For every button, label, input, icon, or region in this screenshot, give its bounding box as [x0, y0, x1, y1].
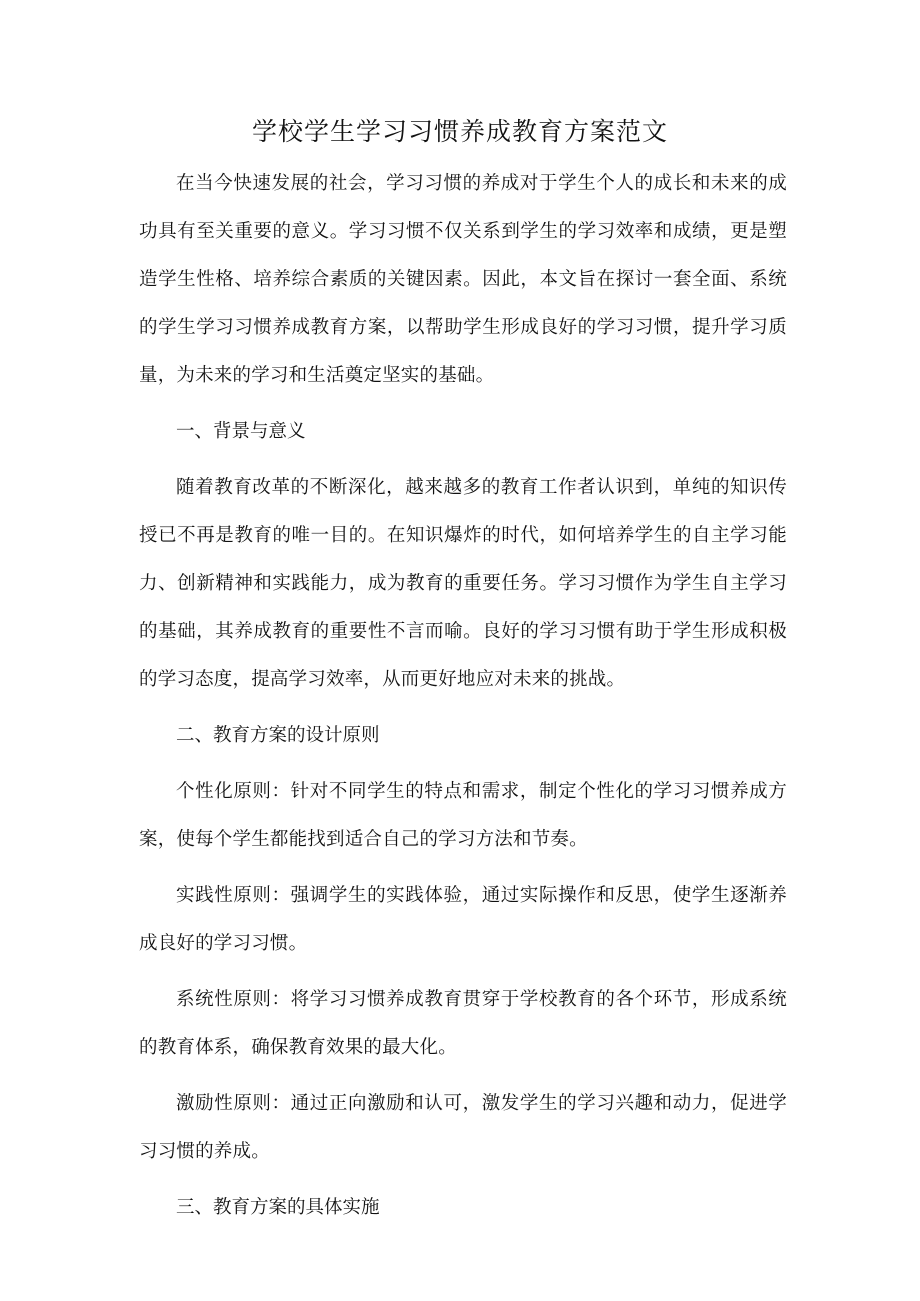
intro-paragraph: 在当今快速发展的社会，学习习惯的养成对于学生个人的成长和未来的成功具有至关重要的意义。学习习惯不仅关系到学生的学习效率和成绩，更是塑造学生性格、培养综合素质的关键因素。因此，本文旨在探讨一套全面、系统的学生学习习惯养成教育方案，以帮助学生形成良好的学习习惯，提升学习质量，为未来的学习和生活奠定坚实的基础。 — [139, 173, 787, 386]
section-heading-implementation: 三、教育方案的具体实施 — [176, 1197, 380, 1218]
principle-practice: 实践性原则：强调学生的实践体验，通过实际操作和反思，使学生逐渐养成良好的学习习惯。 — [139, 885, 787, 954]
document-title: 学校学生学习习惯养成教育方案范文 — [251, 117, 668, 146]
section-heading-background: 一、背景与意义 — [176, 421, 306, 442]
section-heading-principles: 二、教育方案的设计原则 — [176, 725, 380, 746]
principle-personalization: 个性化原则：针对不同学生的特点和需求，制定个性化的学习习惯养成方案，使每个学生都能找到适合自己的学习方法和节奏。 — [139, 781, 787, 850]
document-body — [139, 160, 787, 1232]
background-paragraph: 随着教育改革的不断深化，越来越多的教育工作者认识到，单纯的知识传授已不再是教育的唯一目的。在知识爆炸的时代，如何培养学生的自主学习能力、创新精神和实践能力，成为教育的重要任务。学习习惯作为学生自主学习的基础，其养成教育的重要性不言而喻。良好的学习习惯有助于学生形成积极的学习态度，提高学习效率，从而更好地应对未来的挑战。 — [139, 477, 787, 690]
principle-motivation: 激励性原则：通过正向激励和认可，激发学生的学习兴趣和动力，促进学习习惯的养成。 — [139, 1093, 787, 1162]
principle-systematic: 系统性原则：将学习习惯养成教育贯穿于学校教育的各个环节，形成系统的教育体系，确保教育效果的最大化。 — [139, 989, 787, 1058]
